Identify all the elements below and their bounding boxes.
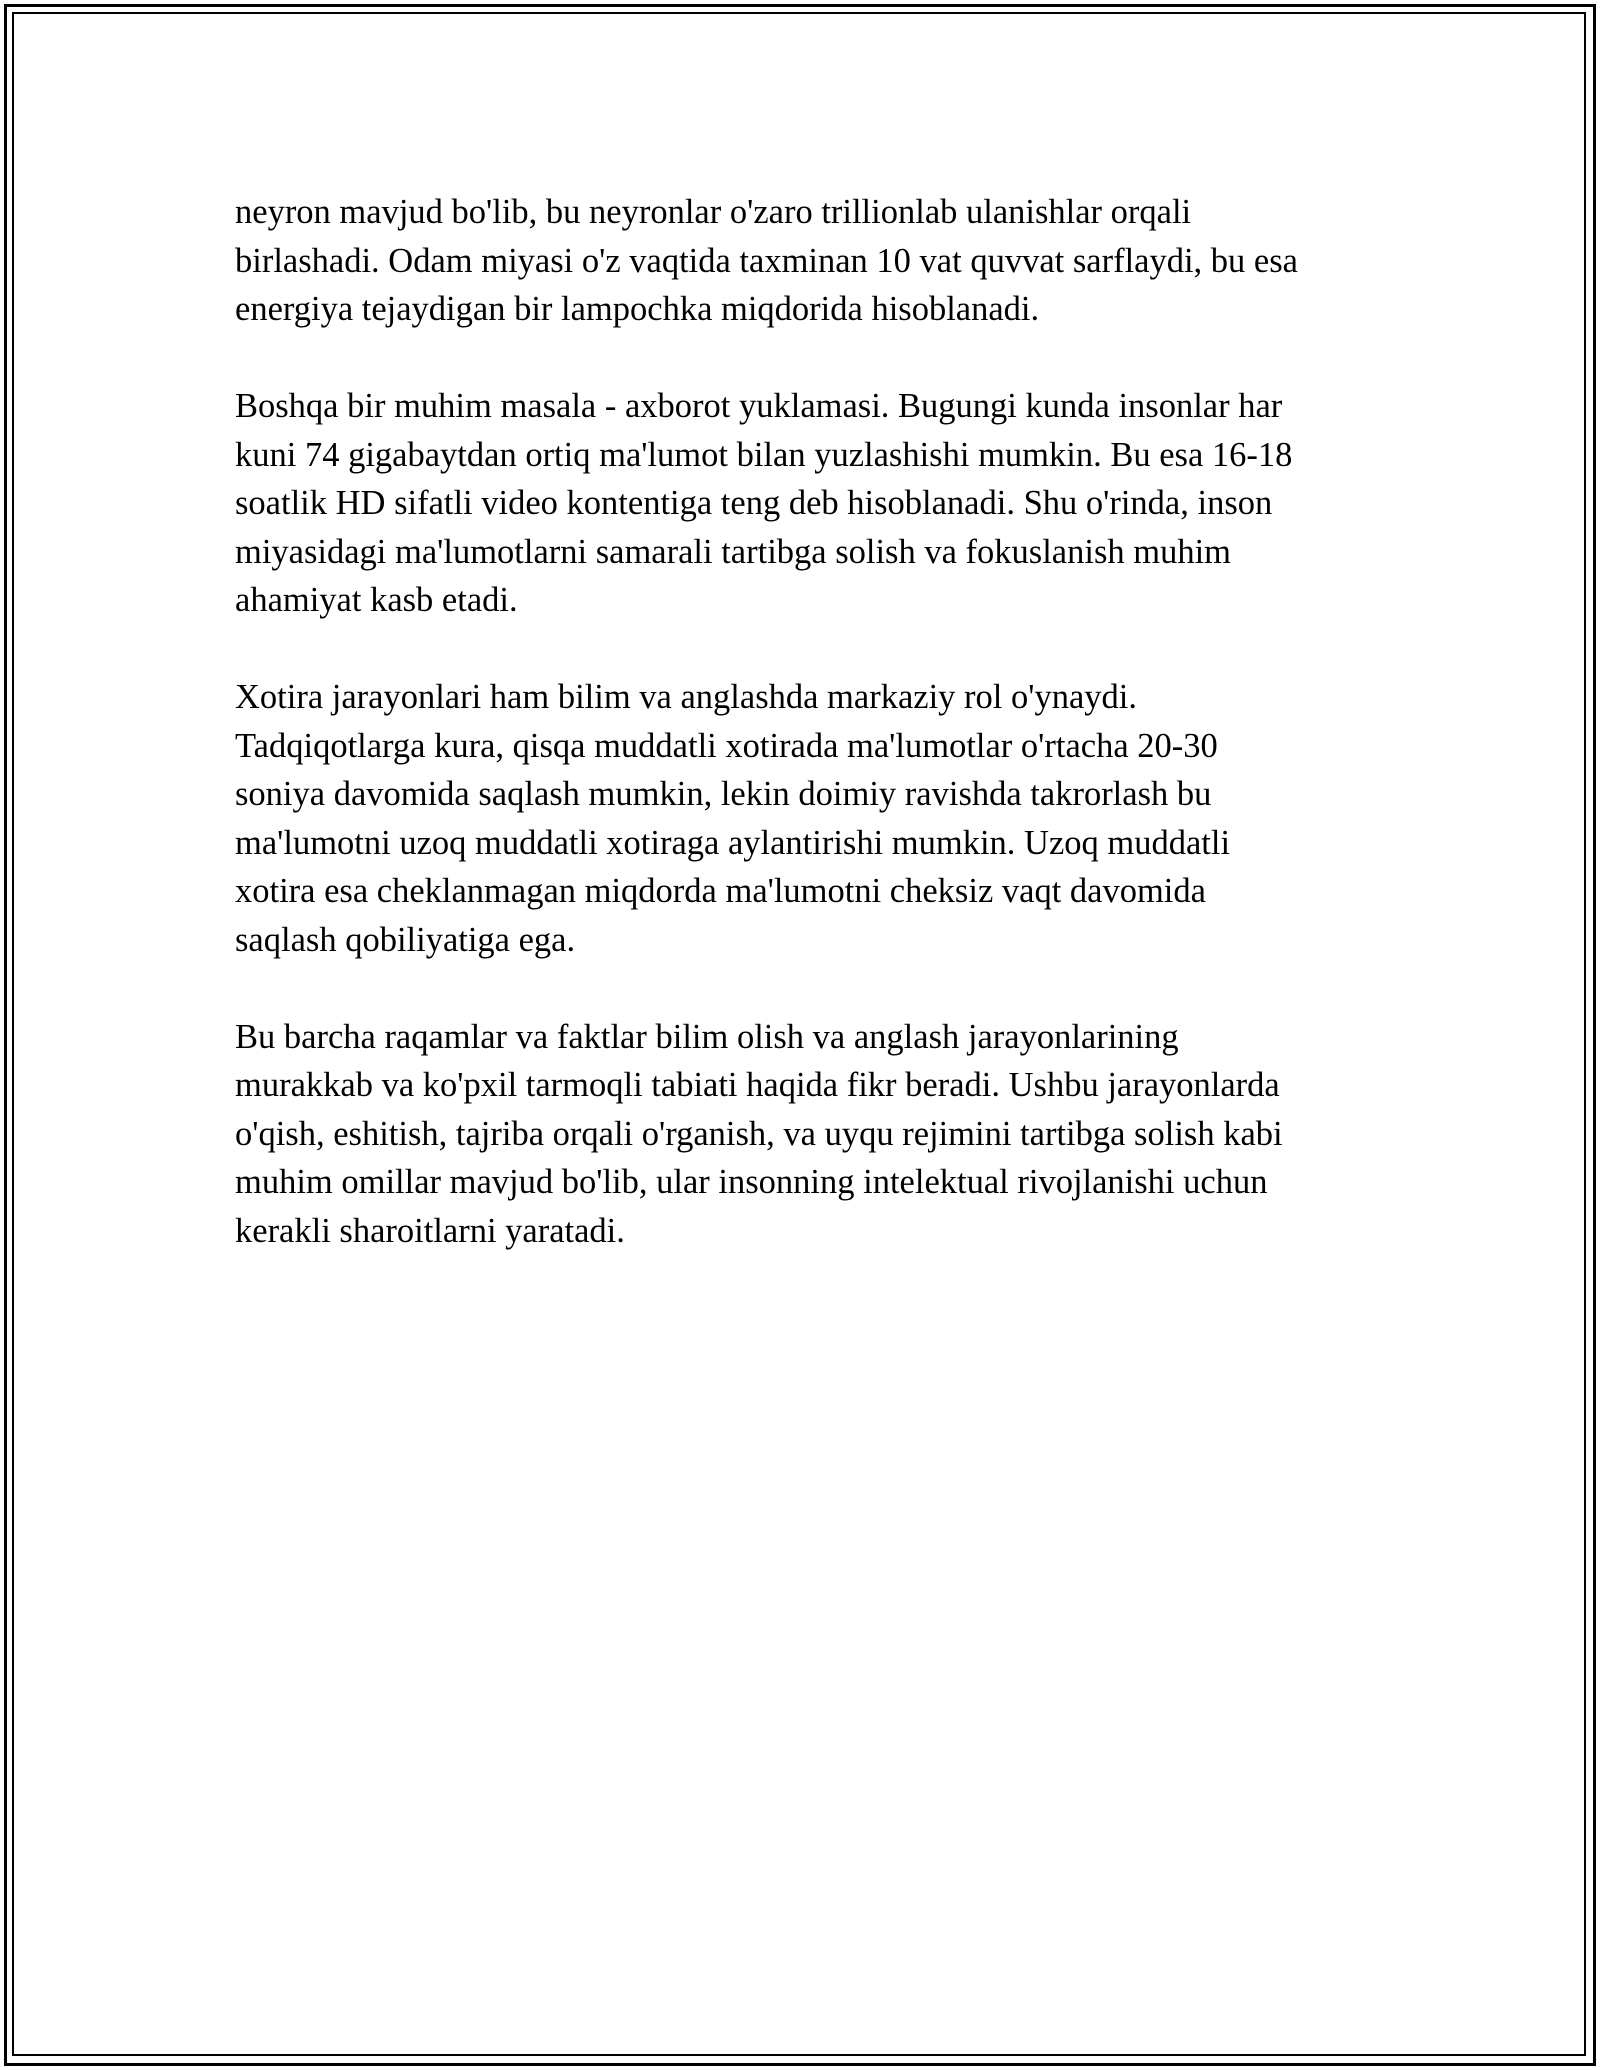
text-line: o'qish, eshitish, tajriba orqali o'rganish, va uyqu rejimini tartibga solish kabi — [235, 1114, 1283, 1153]
text-line: saqlash qobiliyatiga ega. — [235, 920, 576, 959]
text-line: Xotira jarayonlari ham bilim va anglashda markaziy rol o'ynaydi. — [235, 678, 1137, 716]
text-line: energiya tejaydigan bir lampochka miqdorida hisoblanadi. — [235, 290, 1040, 328]
text-line: kerakli sharoitlarni yaratadi. — [235, 1211, 625, 1250]
paragraph-2 — [235, 382, 1375, 625]
text-line: xotira esa cheklanmagan miqdorda ma'lumotni cheksiz vaqt davomida — [235, 872, 1206, 910]
text-line: Bu barcha raqamlar va faktlar bilim olish va anglash jarayonlarining — [235, 1017, 1179, 1056]
document-body — [235, 188, 1375, 1304]
text-line: neyron mavjud bo'lib, bu neyronlar o'zaro trillionlab ulanishlar orqali — [235, 193, 1192, 231]
text-line: Tadqiqotlarga kura, qisqa muddatli xotirada ma'lumotlar o'rtacha 20-30 — [235, 726, 1218, 765]
text-line: ma'lumotni uzoq muddatli xotiraga aylantirishi mumkin. Uzoq muddatli — [235, 823, 1231, 862]
paragraph-1 — [235, 188, 1375, 334]
text-line: soatlik HD sifatli video kontentiga teng deb hisoblanadi. Shu o'rinda, inson — [235, 484, 1273, 522]
text-line: muhim omillar mavjud bo'lib, ular insonning intelektual rivojlanishi uchun — [235, 1163, 1268, 1201]
text-line: kuni 74 gigabaytdan ortiq ma'lumot bilan yuzlashishi mumkin. Bu esa 16-18 — [235, 435, 1293, 474]
paragraph-4 — [235, 1013, 1375, 1256]
text-line: Boshqa bir muhim masala - axborot yuklamasi. Bugungi kunda insonlar har — [235, 387, 1283, 425]
text-line: miyasidagi ma'lumotlarni samarali tartibga solish va fokuslanish muhim — [235, 532, 1232, 571]
text-line: birlashadi. Odam miyasi o'z vaqtida taxminan 10 vat quvvat sarflaydi, bu esa — [235, 241, 1298, 280]
paragraph-3 — [235, 673, 1375, 964]
text-line: soniya davomida saqlash mumkin, lekin doimiy ravishda takrorlash bu — [235, 775, 1212, 813]
text-line: ahamiyat kasb etadi. — [235, 581, 518, 619]
text-line: murakkab va ko'pxil tarmoqli tabiati haqida fikr beradi. Ushbu jarayonlarda — [235, 1066, 1280, 1104]
